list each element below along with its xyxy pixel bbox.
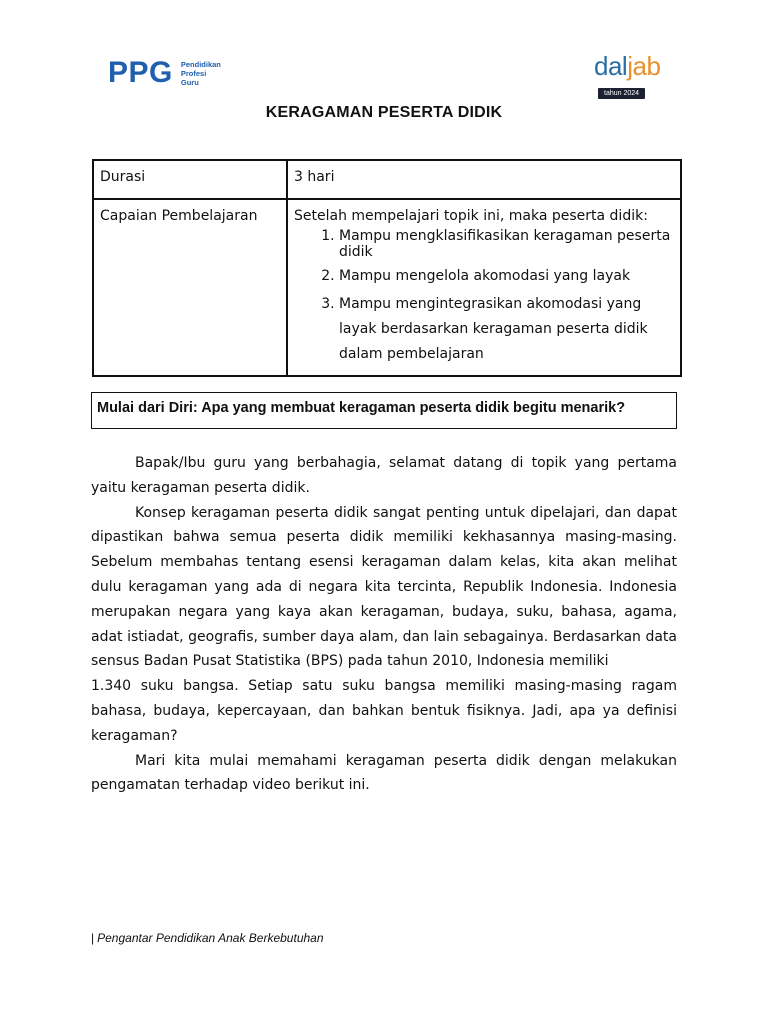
capaian-cell <box>287 199 681 376</box>
table-row-capaian <box>93 199 681 376</box>
body-text <box>91 451 677 798</box>
daljab-wordmark <box>594 52 660 80</box>
paragraph: Mari kita mulai memahami keragaman peserta didik dengan melakukan pengamatan terhadap video berikut ini. <box>91 752 677 794</box>
list-item: 1. Mampu mengklasifikasikan keragaman peserta didik <box>339 228 674 260</box>
durasi-value: 3 hari <box>287 160 681 199</box>
footer-separator: | <box>91 931 95 945</box>
document-title: KERAGAMAN PESERTA DIDIK <box>265 104 503 121</box>
table-row-durasi <box>93 160 681 199</box>
page-footer <box>91 931 324 945</box>
daljab-logo <box>594 52 660 99</box>
daljab-part-dal: dal <box>594 51 628 81</box>
ppg-logo-line: Profesi <box>180 68 207 78</box>
capaian-lead: Setelah mempelajari topik ini, maka peserta didik: <box>294 208 648 224</box>
list-item: 3. Mampu mengintegrasikan akomodasi yang layak berdasarkan keragaman peserta didik dalam pembelajaran <box>339 292 674 367</box>
info-table <box>92 159 682 377</box>
daljab-year-badge: tahun 2024 <box>598 88 645 99</box>
ppg-logo-subtitle <box>181 60 221 87</box>
capaian-label: Capaian Pembelajaran <box>93 199 287 376</box>
paragraph: Bapak/Ibu guru yang berbahagia, selamat datang di topik yang pertama yaitu keragaman peserta didik. <box>91 455 677 496</box>
ppg-logo-mark: PPG <box>108 56 173 89</box>
ppg-logo <box>108 56 221 90</box>
capaian-list <box>294 228 674 367</box>
ppg-logo-line: Pendidikan <box>180 59 221 69</box>
paragraph: Konsep keragaman peserta didik sangat penting untuk dipelajari, dan dapat dipastikan bahwa semua peserta didik memiliki kekhasannya masing-masing. Sebelum membahas tentang esensi keragaman dalam kelas, kita akan melihat dulu keragaman yang ada di negara kita tercinta, Republik Indonesia. Indonesia merupakan negara yang kaya akan keragaman, budaya, suku, bahasa, agama, adat istiadat, geografis, sumber daya alam, dan lain sebagainya. Berdasarkan data sensus Badan Pusat Statistika (BPS) pada tahun 2010, Indonesia memiliki <box>91 504 677 670</box>
list-item: 2. Mampu mengelola akomodasi yang layak <box>339 268 674 284</box>
ppg-logo-line: Guru <box>180 77 199 87</box>
reflection-callout: Mulai dari Diri: Apa yang membuat keragaman peserta didik begitu menarik? <box>91 392 677 429</box>
paragraph: 1.340 suku bangsa. Setiap satu suku bangsa memiliki masing-masing ragam bahasa, budaya, kepercayaan, dan bahkan bentuk fisiknya. Jadi, apa ya definisi keragaman? <box>91 678 677 744</box>
daljab-part-jab: jab <box>627 51 661 81</box>
footer-text: Pengantar Pendidikan Anak Berkebutuhan <box>97 931 324 945</box>
durasi-label: Durasi <box>93 160 287 199</box>
